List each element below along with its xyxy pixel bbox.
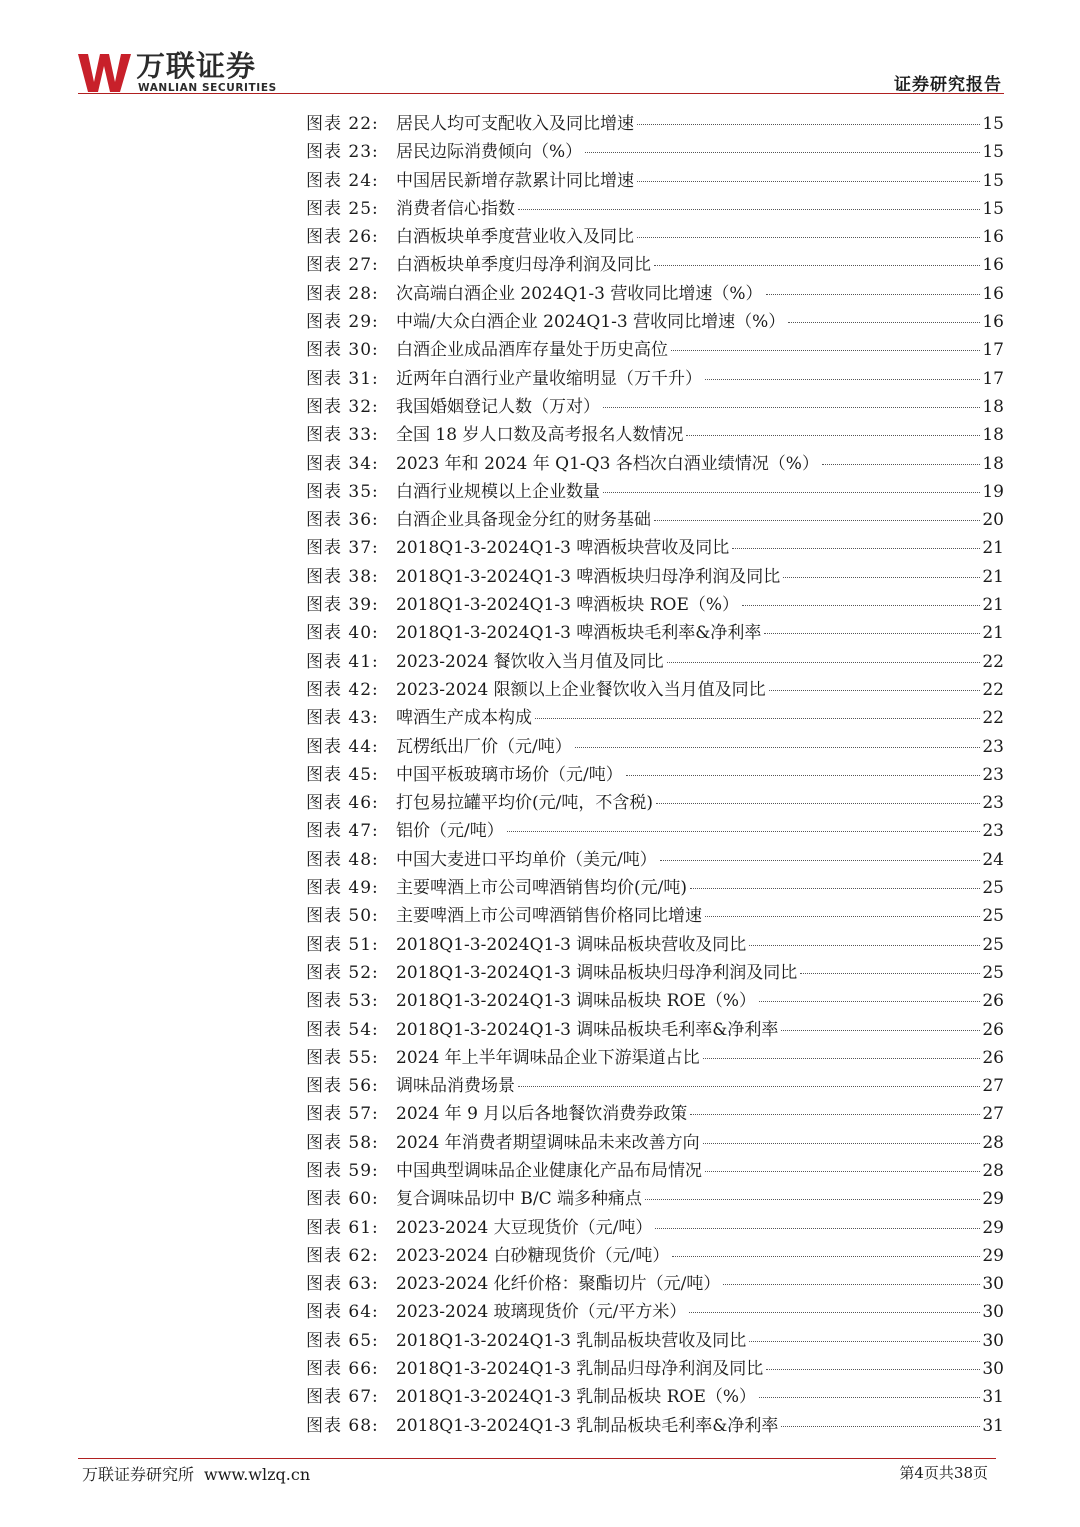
toc-figure-label: 图表 56:	[306, 1076, 379, 1097]
toc-page-number[interactable]: 27	[982, 1104, 1004, 1125]
toc-figure-title[interactable]: 中国居民新增存款累计同比增速	[396, 170, 634, 191]
toc-page-number[interactable]: 16	[982, 283, 1004, 304]
toc-dot-leader	[759, 1397, 980, 1398]
toc-entry[interactable]	[306, 1214, 1004, 1242]
toc-figure-label: 图表 46:	[306, 793, 379, 814]
toc-page-number[interactable]: 15	[982, 114, 1004, 134]
toc-page-number[interactable]: 23	[982, 736, 1004, 757]
toc-page-number[interactable]: 23	[982, 793, 1004, 814]
toc-page-number[interactable]: 28	[982, 1160, 1004, 1181]
toc-entry[interactable]	[306, 733, 1004, 761]
toc-entry[interactable]	[306, 1242, 1004, 1270]
toc-page-number[interactable]: 18	[982, 425, 1004, 446]
toc-dot-leader	[637, 181, 980, 182]
toc-page-number[interactable]: 24	[982, 849, 1004, 870]
toc-figure-label: 图表 24:	[306, 170, 379, 191]
toc-figure-label: 图表 66:	[306, 1359, 379, 1380]
toc-entry[interactable]	[306, 817, 1004, 845]
toc-figure-title[interactable]: 2018Q1-3-2024Q1-3 乳制品板块 ROE（%）	[396, 1387, 757, 1408]
toc-figure-title[interactable]: 2023-2024 限额以上企业餐饮收入当月值及同比	[396, 679, 766, 700]
toc-page-number[interactable]: 26	[982, 1047, 1004, 1068]
toc-figure-title[interactable]: 白酒企业具备现金分红的财务基础	[396, 510, 651, 531]
toc-figure-title[interactable]: 2023-2024 化纤价格：聚酯切片（元/吨）	[396, 1274, 721, 1295]
toc-figure-title[interactable]: 2018Q1-3-2024Q1-3 啤酒板块归母净利润及同比	[396, 566, 781, 587]
toc-figure-label: 图表 23:	[306, 142, 379, 163]
toc-page-number[interactable]: 29	[982, 1189, 1004, 1210]
toc-dot-leader	[660, 860, 980, 861]
toc-figure-label: 图表 49:	[306, 878, 379, 899]
toc-entry[interactable]	[306, 1298, 1004, 1326]
toc-page-number[interactable]: 31	[982, 1387, 1004, 1408]
toc-page-number[interactable]: 16	[982, 255, 1004, 276]
toc-page-number[interactable]: 22	[982, 708, 1004, 729]
toc-page-number[interactable]: 21	[982, 566, 1004, 587]
toc-page-number[interactable]: 25	[982, 962, 1004, 983]
toc-entry[interactable]	[306, 1355, 1004, 1383]
toc-figure-label: 图表 35:	[306, 481, 379, 502]
toc-figure-title[interactable]: 2024 年上半年调味品企业下游渠道占比	[396, 1047, 700, 1068]
toc-entry[interactable]	[306, 308, 1004, 336]
toc-entry[interactable]	[306, 534, 1004, 562]
toc-page-number[interactable]: 15	[982, 198, 1004, 219]
toc-entry[interactable]	[306, 846, 1004, 874]
toc-page-number[interactable]: 31	[982, 1415, 1004, 1436]
toc-dot-leader	[690, 888, 980, 889]
toc-dot-leader	[781, 1030, 980, 1031]
toc-entry[interactable]	[306, 421, 1004, 449]
toc-figure-title[interactable]: 2024 年 9 月以后各地餐饮消费券政策	[396, 1104, 688, 1125]
toc-figure-label: 图表 34:	[306, 453, 379, 474]
toc-figure-title[interactable]: 白酒行业规模以上企业数量	[396, 481, 600, 502]
toc-figure-title[interactable]: 2018Q1-3-2024Q1-3 乳制品板块毛利率&净利率	[396, 1415, 779, 1436]
toc-entry[interactable]	[306, 1185, 1004, 1213]
toc-dot-leader	[518, 1086, 980, 1087]
toc-dot-leader	[705, 1171, 980, 1172]
toc-dot-leader	[667, 662, 980, 663]
toc-figure-title[interactable]: 2023-2024 餐饮收入当月值及同比	[396, 651, 664, 672]
toc-figure-label: 图表 27:	[306, 255, 379, 276]
toc-figure-label: 图表 40:	[306, 623, 379, 644]
toc-figure-label: 图表 39:	[306, 595, 379, 616]
toc-figure-label: 图表 64:	[306, 1302, 379, 1323]
toc-figure-title[interactable]: 白酒企业成品酒库存量处于历史高位	[396, 340, 668, 361]
toc-dot-leader	[672, 1256, 980, 1257]
toc-figure-label: 图表 63:	[306, 1274, 379, 1295]
toc-page-number[interactable]: 29	[982, 1245, 1004, 1266]
toc-dot-leader	[671, 350, 980, 351]
toc-entry[interactable]	[306, 1129, 1004, 1157]
toc-page-number[interactable]: 16	[982, 227, 1004, 248]
toc-figure-title[interactable]: 中国平板玻璃市场价（元/吨）	[396, 764, 623, 785]
toc-figure-title[interactable]: 消费者信心指数	[396, 198, 515, 219]
toc-page-number[interactable]: 21	[982, 595, 1004, 616]
toc-page-number[interactable]: 15	[982, 142, 1004, 163]
toc-figure-label: 图表 60:	[306, 1189, 379, 1210]
toc-dot-leader	[507, 831, 980, 832]
toc-dot-leader	[800, 973, 980, 974]
toc-dot-leader	[705, 379, 980, 380]
toc-entry[interactable]	[306, 931, 1004, 959]
toc-figure-title[interactable]: 中端/大众白酒企业 2024Q1-3 营收同比增速（%）	[396, 312, 786, 333]
toc-figure-title[interactable]: 我国婚姻登记人数（万对）	[396, 396, 600, 417]
toc-entry[interactable]	[306, 619, 1004, 647]
toc-entry[interactable]	[306, 591, 1004, 619]
toc-figure-label: 图表 22:	[306, 114, 379, 134]
toc-page-number[interactable]: 27	[982, 1076, 1004, 1097]
toc-figure-title[interactable]: 调味品消费场景	[396, 1076, 515, 1097]
toc-entry[interactable]	[306, 138, 1004, 166]
toc-figure-label: 图表 28:	[306, 283, 379, 304]
toc-figure-label: 图表 36:	[306, 510, 379, 531]
toc-dot-leader	[654, 520, 980, 521]
toc-page-number[interactable]: 21	[982, 623, 1004, 644]
toc-dot-leader	[723, 1284, 980, 1285]
toc-dot-leader	[637, 124, 980, 125]
toc-page-number[interactable]: 26	[982, 991, 1004, 1012]
toc-figure-title[interactable]: 2018Q1-3-2024Q1-3 乳制品归母净利润及同比	[396, 1359, 764, 1380]
toc-figure-label: 图表 68:	[306, 1415, 379, 1436]
toc-figure-title[interactable]: 白酒板块单季度营业收入及同比	[396, 227, 634, 248]
toc-page-number[interactable]: 26	[982, 1019, 1004, 1040]
toc-page-number[interactable]: 15	[982, 170, 1004, 191]
toc-entry[interactable]	[306, 506, 1004, 534]
wanlian-w-logo-icon	[76, 52, 132, 94]
toc-entry[interactable]	[306, 874, 1004, 902]
toc-figure-title[interactable]: 2018Q1-3-2024Q1-3 啤酒板块 ROE（%）	[396, 595, 740, 616]
toc-figure-title[interactable]: 2023-2024 玻璃现货价（元/平方米）	[396, 1302, 687, 1323]
toc-entry[interactable]	[306, 1383, 1004, 1411]
toc-dot-leader	[585, 152, 980, 153]
toc-entry[interactable]	[306, 761, 1004, 789]
toc-figure-title[interactable]: 瓦楞纸出厂价（元/吨）	[396, 736, 572, 757]
toc-page-number[interactable]: 23	[982, 764, 1004, 785]
toc-figure-label: 图表 26:	[306, 227, 379, 248]
toc-entry[interactable]	[306, 251, 1004, 279]
toc-figure-title[interactable]: 打包易拉罐平均价(元/吨，不含税)	[396, 793, 653, 814]
toc-figure-label: 图表 25:	[306, 198, 379, 219]
toc-dot-leader	[766, 294, 980, 295]
toc-figure-label: 图表 44:	[306, 736, 379, 757]
toc-page-number[interactable]: 18	[982, 453, 1004, 474]
toc-page-number[interactable]: 25	[982, 906, 1004, 927]
toc-figure-label: 图表 53:	[306, 991, 379, 1012]
toc-dot-leader	[764, 633, 980, 634]
toc-figure-label: 图表 61:	[306, 1217, 379, 1238]
toc-dot-leader	[749, 1341, 980, 1342]
toc-figure-label: 图表 54:	[306, 1019, 379, 1040]
toc-page-number[interactable]: 25	[982, 934, 1004, 955]
toc-figure-label: 图表 33:	[306, 425, 379, 446]
toc-figure-label: 图表 31:	[306, 368, 379, 389]
toc-entry[interactable]	[306, 1016, 1004, 1044]
toc-figure-title[interactable]: 2018Q1-3-2024Q1-3 调味品板块 ROE（%）	[396, 991, 757, 1012]
toc-page-number[interactable]: 29	[982, 1217, 1004, 1238]
toc-figure-title[interactable]: 2018Q1-3-2024Q1-3 调味品板块归母净利润及同比	[396, 962, 798, 983]
toc-dot-leader	[686, 435, 980, 436]
toc-entry[interactable]	[306, 1157, 1004, 1185]
toc-entry[interactable]	[306, 110, 1004, 138]
toc-dot-leader	[759, 1001, 980, 1002]
toc-entry[interactable]	[306, 563, 1004, 591]
footer-institute: 万联证券研究所	[82, 1465, 195, 1484]
toc-entry[interactable]	[306, 280, 1004, 308]
toc-figure-label: 图表 57:	[306, 1104, 379, 1125]
footer-source	[82, 1462, 320, 1485]
company-logo	[76, 50, 286, 96]
toc-figure-title[interactable]: 2024 年消费者期望调味品未来改善方向	[396, 1132, 700, 1153]
toc-figure-label: 图表 62:	[306, 1245, 379, 1266]
toc-figure-title[interactable]: 次高端白酒企业 2024Q1-3 营收同比增速（%）	[396, 283, 763, 304]
toc-figure-label: 图表 42:	[306, 679, 379, 700]
toc-figure-label: 图表 29:	[306, 312, 379, 333]
toc-entry[interactable]	[306, 195, 1004, 223]
toc-dot-leader	[690, 1114, 980, 1115]
toc-figure-title[interactable]: 居民人均可支配收入及同比增速	[396, 114, 634, 134]
toc-entry[interactable]	[306, 365, 1004, 393]
toc-figure-title[interactable]: 中国大麦进口平均单价（美元/吨）	[396, 849, 657, 870]
toc-dot-leader	[781, 1426, 980, 1427]
toc-dot-leader	[645, 1199, 980, 1200]
toc-figure-title[interactable]: 主要啤酒上市公司啤酒销售均价(元/吨)	[396, 878, 687, 899]
toc-dot-leader	[766, 1369, 980, 1370]
toc-dot-leader	[703, 1058, 980, 1059]
toc-figure-title[interactable]: 近两年白酒行业产量收缩明显（万千升）	[396, 368, 702, 389]
toc-dot-leader	[732, 548, 980, 549]
toc-figure-title[interactable]: 复合调味品切中 B/C 端多种痛点	[396, 1189, 643, 1210]
table-of-figures	[306, 110, 1004, 1440]
footer-divider	[78, 1458, 996, 1459]
toc-entry[interactable]	[306, 167, 1004, 195]
toc-figure-label: 图表 58:	[306, 1132, 379, 1153]
toc-page-number[interactable]: 20	[982, 510, 1004, 531]
toc-figure-label: 图表 52:	[306, 962, 379, 983]
toc-page-number[interactable]: 30	[982, 1330, 1004, 1351]
toc-entry[interactable]	[306, 648, 1004, 676]
toc-page-number[interactable]: 21	[982, 538, 1004, 559]
toc-dot-leader	[656, 803, 980, 804]
toc-page-number[interactable]: 30	[982, 1359, 1004, 1380]
toc-dot-leader	[637, 237, 980, 238]
toc-entry[interactable]	[306, 704, 1004, 732]
toc-dot-leader	[769, 690, 980, 691]
toc-page-number[interactable]: 25	[982, 878, 1004, 899]
toc-dot-leader	[603, 492, 980, 493]
toc-dot-leader	[655, 1228, 980, 1229]
toc-figure-label: 图表 37:	[306, 538, 379, 559]
toc-entry[interactable]	[306, 478, 1004, 506]
toc-figure-label: 图表 48:	[306, 849, 379, 870]
page-number: 第4页共38页	[899, 1464, 988, 1482]
toc-dot-leader	[689, 1312, 980, 1313]
toc-figure-label: 图表 41:	[306, 651, 379, 672]
toc-figure-title[interactable]: 2023-2024 大豆现货价（元/吨）	[396, 1217, 653, 1238]
toc-figure-label: 图表 43:	[306, 708, 379, 729]
toc-entry[interactable]	[306, 1270, 1004, 1298]
toc-dot-leader	[603, 407, 980, 408]
toc-figure-title[interactable]: 2023-2024 白砂糖现货价（元/吨）	[396, 1245, 670, 1266]
toc-dot-leader	[705, 916, 980, 917]
toc-page-number[interactable]: 30	[982, 1274, 1004, 1295]
toc-entry[interactable]	[306, 902, 1004, 930]
toc-figure-label: 图表 55:	[306, 1047, 379, 1068]
toc-dot-leader	[788, 322, 980, 323]
toc-entry[interactable]	[306, 1072, 1004, 1100]
toc-figure-label: 图表 45:	[306, 764, 379, 785]
toc-page-number[interactable]: 23	[982, 821, 1004, 842]
toc-entry[interactable]	[306, 1412, 1004, 1440]
toc-page-number[interactable]: 16	[982, 312, 1004, 333]
toc-entry[interactable]	[306, 1100, 1004, 1128]
toc-figure-title[interactable]: 中国典型调味品企业健康化产品布局情况	[396, 1160, 702, 1181]
toc-figure-title[interactable]: 啤酒生产成本构成	[396, 708, 532, 729]
brand-name-en: WANLIAN SECURITIES	[138, 82, 277, 94]
toc-figure-label: 图表 50:	[306, 906, 379, 927]
toc-dot-leader	[518, 209, 980, 210]
toc-dot-leader	[654, 265, 980, 266]
toc-figure-title[interactable]: 铝价（元/吨）	[396, 821, 504, 842]
toc-figure-title[interactable]: 白酒板块单季度归母净利润及同比	[396, 255, 651, 276]
report-type-label: 证券研究报告	[894, 75, 1002, 95]
toc-figure-label: 图表 38:	[306, 566, 379, 587]
toc-page-number[interactable]: 28	[982, 1132, 1004, 1153]
toc-dot-leader	[783, 577, 980, 578]
toc-figure-title[interactable]: 2018Q1-3-2024Q1-3 乳制品板块营收及同比	[396, 1330, 747, 1351]
toc-entry[interactable]	[306, 336, 1004, 364]
page-header	[0, 0, 1080, 100]
toc-dot-leader	[742, 605, 980, 606]
toc-entry[interactable]	[306, 676, 1004, 704]
toc-page-number[interactable]: 17	[982, 368, 1004, 389]
toc-figure-label: 图表 47:	[306, 821, 379, 842]
toc-entry[interactable]	[306, 450, 1004, 478]
toc-figure-label: 图表 30:	[306, 340, 379, 361]
toc-figure-label: 图表 59:	[306, 1160, 379, 1181]
toc-dot-leader	[626, 775, 980, 776]
toc-figure-title[interactable]: 2018Q1-3-2024Q1-3 调味品板块毛利率&净利率	[396, 1019, 779, 1040]
toc-entry[interactable]	[306, 789, 1004, 817]
toc-entry[interactable]	[306, 393, 1004, 421]
toc-figure-label: 图表 51:	[306, 934, 379, 955]
toc-figure-title[interactable]: 2023 年和 2024 年 Q1-Q3 各档次白酒业绩情况（%）	[396, 453, 819, 474]
toc-figure-title[interactable]: 2018Q1-3-2024Q1-3 啤酒板块毛利率&净利率	[396, 623, 762, 644]
toc-figure-title[interactable]: 2018Q1-3-2024Q1-3 调味品板块营收及同比	[396, 934, 747, 955]
toc-figure-label: 图表 32:	[306, 396, 379, 417]
toc-figure-title[interactable]: 主要啤酒上市公司啤酒销售价格同比增速	[396, 906, 702, 927]
toc-dot-leader	[703, 1143, 980, 1144]
toc-figure-label: 图表 67:	[306, 1387, 379, 1408]
toc-page-number[interactable]: 30	[982, 1302, 1004, 1323]
brand-name-cn: 万联证券	[136, 49, 257, 83]
toc-page-number[interactable]: 17	[982, 340, 1004, 361]
toc-figure-title[interactable]: 2018Q1-3-2024Q1-3 啤酒板块营收及同比	[396, 538, 730, 559]
toc-figure-title[interactable]: 居民边际消费倾向（%）	[396, 142, 583, 163]
toc-page-number[interactable]: 22	[982, 651, 1004, 672]
toc-entry[interactable]	[306, 1327, 1004, 1355]
toc-dot-leader	[535, 718, 980, 719]
toc-dot-leader	[749, 945, 980, 946]
toc-entry[interactable]	[306, 959, 1004, 987]
toc-figure-title[interactable]: 全国 18 岁人口数及高考报名人数情况	[396, 425, 684, 446]
footer-website[interactable]: www.wlzq.cn	[204, 1465, 311, 1484]
toc-entry[interactable]	[306, 1044, 1004, 1072]
header-divider	[78, 93, 1004, 94]
toc-dot-leader	[575, 747, 980, 748]
toc-page-number[interactable]: 18	[982, 396, 1004, 417]
toc-entry[interactable]	[306, 223, 1004, 251]
toc-dot-leader	[822, 464, 980, 465]
toc-figure-label: 图表 65:	[306, 1330, 379, 1351]
toc-page-number[interactable]: 19	[982, 481, 1004, 502]
toc-page-number[interactable]: 22	[982, 679, 1004, 700]
toc-entry[interactable]	[306, 987, 1004, 1015]
